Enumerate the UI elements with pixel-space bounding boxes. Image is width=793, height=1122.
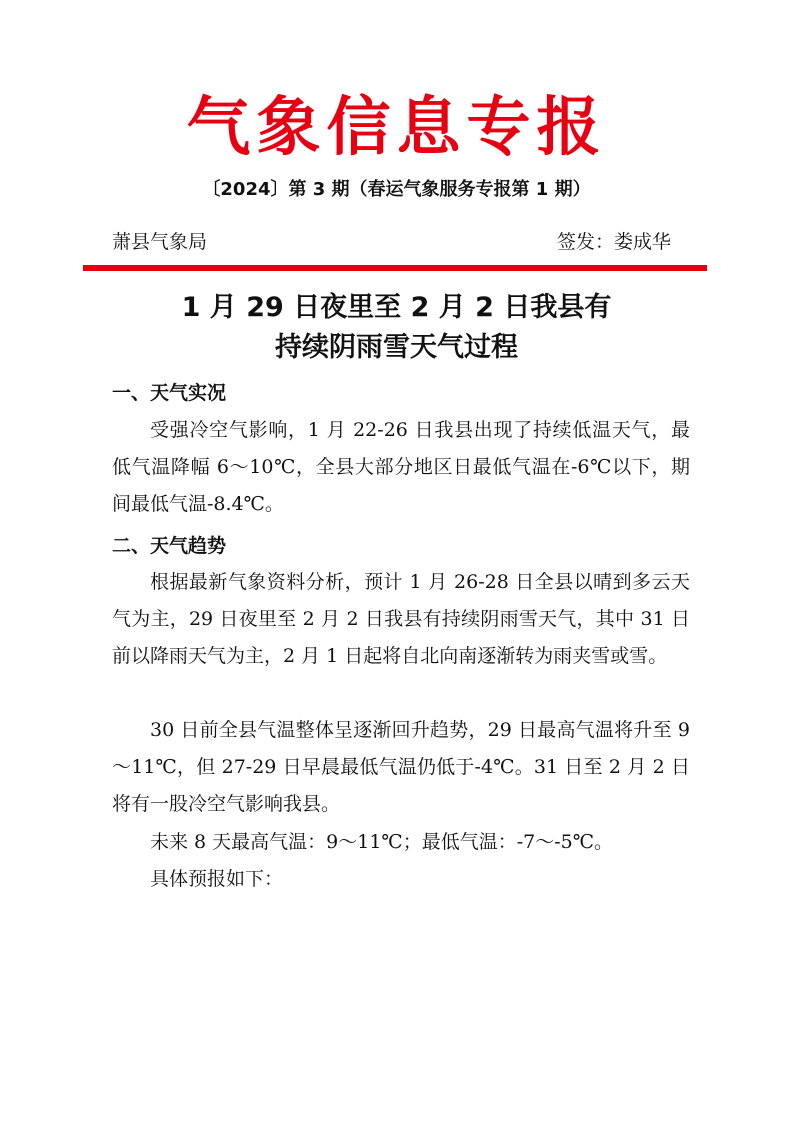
section-title-weather-trend: 二、天气趋势	[112, 535, 227, 557]
paragraph: 具体预报如下：	[150, 868, 284, 890]
issuing-organization: 萧县气象局	[112, 231, 208, 253]
paragraph-observation	[112, 412, 690, 523]
signer: 签发：娄成华	[556, 231, 671, 253]
headline-line-2: 持续阴雨雪天气过程	[275, 332, 518, 363]
masthead-title: 气象信息专报	[186, 91, 607, 165]
paragraph: 30 日前全县气温整体呈逐渐回升趋势，29 日最高气温将升至 9～11℃，但 27-29 日早晨最低气温仍低于-4℃。31 日至 2 月 2 日将有一股冷空气影响我县。	[112, 719, 690, 815]
paragraph-temperature-range	[112, 824, 690, 861]
paragraph-trend-1	[112, 564, 690, 675]
red-divider	[83, 265, 707, 271]
headline	[0, 288, 793, 368]
paragraph: 根据最新气象资料分析，预计 1 月 26-28 日全县以晴到多云天气为主，29 日夜里至 2 月 2 日我县有持续阴雨雪天气，其中 31 日前以降雨天气为主，2 月 1 日起将自北向南逐渐转为雨夹雪或雪。	[112, 571, 690, 667]
section-title-weather-observation: 一、天气实况	[112, 382, 227, 404]
paragraph: 未来 8 天最高气温：9～11℃；最低气温：-7～-5℃。	[150, 831, 613, 853]
paragraph-forecast-intro	[112, 861, 690, 898]
headline-line-1: 1 月 29 日夜里至 2 月 2 日我县有	[181, 292, 612, 323]
paragraph: 受强冷空气影响，1 月 22-26 日我县出现了持续低温天气，最低气温降幅 6～10℃，全县大部分地区日最低气温在-6℃以下，期间最低气温-8.4℃。	[112, 419, 690, 515]
paragraph-trend-2	[112, 712, 690, 823]
issue-number: 〔2024〕第 3 期（春运气象服务专报第 1 期）	[202, 179, 591, 200]
